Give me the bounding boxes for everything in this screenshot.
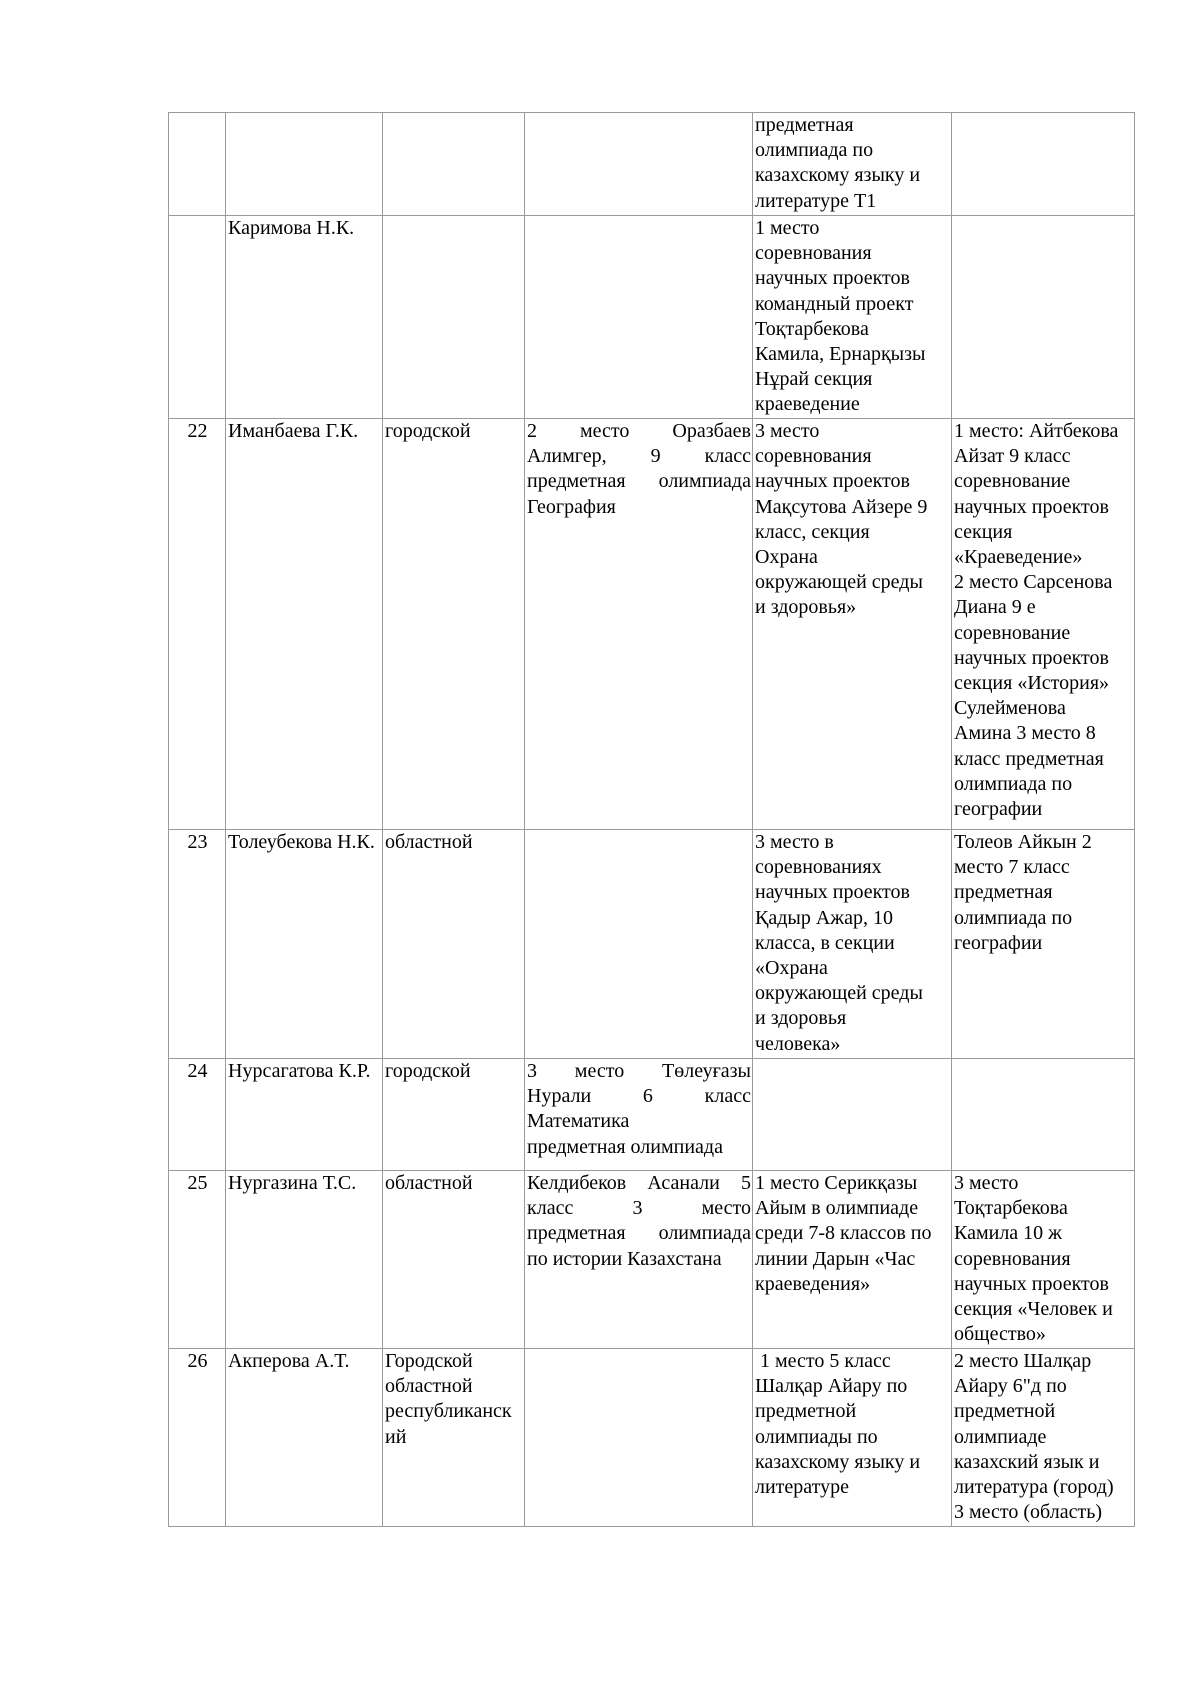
cell-text-line: географии — [954, 931, 1043, 954]
cell-text-line: соревнования — [755, 445, 872, 468]
row-number-cell: 22 — [169, 419, 226, 830]
row-number-cell — [169, 216, 226, 419]
table-row — [169, 1349, 1135, 1527]
cell-text-line: научных проектов — [755, 881, 910, 904]
results-table — [168, 112, 1135, 1527]
cell-text-line: олимпиады по — [755, 1425, 878, 1448]
cell-text-line: секция «История» — [954, 672, 1110, 695]
city-results-cell — [525, 830, 753, 1059]
cell-text-line: 3 место (область) — [954, 1501, 1102, 1524]
cell-text-line: соревнование — [954, 621, 1071, 644]
cell-text-line: общество» — [954, 1323, 1046, 1346]
cell-text-line: класс, секция — [755, 520, 870, 543]
cell-text-line: География — [527, 495, 616, 518]
level-cell: областной — [383, 830, 525, 1059]
cell-text-line: человека» — [755, 1032, 841, 1055]
city-results-cell — [525, 113, 753, 216]
cell-text-line: 1 место Серикқазы — [755, 1172, 918, 1194]
cell-text-line: научных проектов — [954, 495, 1109, 518]
cell-text-line: казахскому языку и — [755, 1450, 921, 1473]
cell-text-line: олимпиада по — [954, 772, 1073, 795]
cell-text-line: предметной — [954, 1400, 1056, 1423]
cell-text-line: Нұрай секция — [755, 368, 873, 391]
cell-text-line: Камила, Ернарқызы — [755, 343, 926, 366]
cell-text-line: Айым в олимпиаде — [755, 1197, 919, 1220]
cell-text-line: и здоровья» — [755, 596, 857, 619]
cell-text-line: 2 место Оразбаев — [527, 420, 751, 442]
cell-text-line: Диана 9 е — [954, 596, 1036, 619]
table-row — [169, 216, 1135, 419]
teacher-name-cell: Толеубекова Н.К. — [226, 830, 383, 1059]
regional-results-cell — [753, 1059, 952, 1171]
cell-text-line: секция — [954, 520, 1013, 543]
city-results-cell — [525, 1171, 753, 1349]
cell-text-line: казахскому языку и — [755, 164, 921, 187]
cell-text-line: географии — [954, 798, 1043, 821]
other-results-cell — [952, 1059, 1135, 1171]
table-row — [169, 419, 1135, 830]
other-results-cell — [952, 1349, 1135, 1527]
cell-text-line: научных проектов — [954, 1272, 1109, 1295]
cell-text-line: Математика — [527, 1110, 630, 1133]
cell-text-line: 3 место — [954, 1172, 1019, 1194]
row-number-cell: 23 — [169, 830, 226, 1059]
cell-text-line: Амина 3 место 8 — [954, 722, 1096, 745]
regional-results-cell — [753, 830, 952, 1059]
row-number-cell: 26 — [169, 1349, 226, 1527]
cell-text-line: 3 место Төлеуғазы — [527, 1060, 751, 1082]
cell-text-line: по истории Казахстана — [527, 1247, 722, 1270]
cell-text-line: Камила 10 ж — [954, 1222, 1062, 1245]
level-cell: городской — [383, 419, 525, 830]
cell-text-line: Нурали 6 класс — [527, 1085, 751, 1108]
level-cell — [383, 216, 525, 419]
regional-results-cell — [753, 113, 952, 216]
teacher-name-cell — [226, 113, 383, 216]
level-cell: городской — [383, 1059, 525, 1171]
cell-text-line: 1 место: Айтбекова — [954, 420, 1119, 442]
other-results-cell — [952, 113, 1135, 216]
cell-text-line: предметная олимпиада — [527, 470, 751, 493]
teacher-name-cell: Иманбаева Г.К. — [226, 419, 383, 830]
cell-text-line: олимпиада по — [954, 906, 1073, 929]
cell-text-line: литературе Т1 — [755, 189, 877, 212]
city-results-cell — [525, 419, 753, 830]
cell-text-line: и здоровья — [755, 1007, 847, 1030]
cell-text-line: «Охрана — [755, 957, 828, 980]
cell-text-line: окружающей среды — [755, 571, 923, 594]
row-number-cell: 24 — [169, 1059, 226, 1171]
cell-text-line: класс 3 место — [527, 1197, 751, 1220]
cell-text-line: секция «Человек и — [954, 1298, 1113, 1321]
cell-text-line: 3 место — [755, 420, 820, 442]
cell-text-line: предметная — [954, 881, 1053, 904]
cell-text-line: класса, в секции — [755, 931, 895, 954]
cell-text-line: 2 место Сарсенова — [954, 571, 1113, 594]
cell-text-line: олимпиаде — [954, 1425, 1047, 1448]
cell-text-line: Айару 6"д по — [954, 1375, 1067, 1398]
table-row — [169, 113, 1135, 216]
teacher-name-cell: Нургазина Т.С. — [226, 1171, 383, 1349]
cell-text-line: соревнования — [954, 1247, 1071, 1270]
city-results-cell — [525, 1059, 753, 1171]
cell-text-line: Қадыр Ажар, 10 — [755, 906, 893, 929]
level-cell: областной — [383, 1171, 525, 1349]
other-results-cell — [952, 419, 1135, 830]
cell-text-line: окружающей среды — [755, 982, 923, 1005]
cell-text-line: место 7 класс — [954, 856, 1070, 879]
cell-text-line: олимпиада по — [755, 139, 874, 162]
cell-text-line: 1 место 5 класс — [755, 1350, 891, 1372]
cell-text-line: 2 место Шалқар — [954, 1350, 1092, 1372]
cell-text-line: «Краеведение» — [954, 546, 1083, 569]
teacher-name-cell: Нурсагатова К.Р. — [226, 1059, 383, 1171]
table-row — [169, 1171, 1135, 1349]
cell-text-line: командный проект — [755, 292, 914, 315]
other-results-cell — [952, 830, 1135, 1059]
other-results-cell — [952, 1171, 1135, 1349]
cell-text-line: Сулейменова — [954, 697, 1066, 720]
regional-results-cell — [753, 419, 952, 830]
cell-text-line: Мақсутова Айзере 9 — [755, 495, 928, 518]
cell-text-line: краеведение — [755, 393, 860, 416]
cell-text-line: 1 место — [755, 217, 820, 239]
row-number-cell — [169, 113, 226, 216]
cell-text-line: Тоқтарбекова — [954, 1197, 1068, 1220]
cell-text-line: краеведения» — [755, 1272, 871, 1295]
city-results-cell — [525, 1349, 753, 1527]
cell-text-line: предметная — [755, 114, 854, 136]
cell-text-line: литературе — [755, 1476, 850, 1499]
cell-text-line: Охрана — [755, 546, 818, 569]
cell-text-line: соревнованиях — [755, 856, 882, 879]
cell-text-line: класс предметная — [954, 747, 1104, 770]
cell-text-line: литература (город) — [954, 1476, 1114, 1499]
cell-text-line: предметная олимпиада — [527, 1135, 723, 1158]
level-cell — [383, 113, 525, 216]
cell-text-line: среди 7-8 классов по — [755, 1222, 932, 1245]
table-row — [169, 830, 1135, 1059]
cell-text-line: Шалқар Айару по — [755, 1375, 908, 1398]
city-results-cell — [525, 216, 753, 419]
row-number-cell: 25 — [169, 1171, 226, 1349]
cell-text-line: Айзат 9 класс — [954, 445, 1071, 468]
regional-results-cell — [753, 1349, 952, 1527]
regional-results-cell — [753, 1171, 952, 1349]
level-cell: Городской областной республиканск ий — [383, 1349, 525, 1527]
cell-text-line: Тоқтарбекова — [755, 317, 869, 340]
cell-text-line: научных проектов — [755, 267, 910, 290]
cell-text-line: Алимгер, 9 класс — [527, 445, 751, 468]
table-row — [169, 1059, 1135, 1171]
cell-text-line: научных проектов — [954, 646, 1109, 669]
other-results-cell — [952, 216, 1135, 419]
cell-text-line: 3 место в — [755, 831, 834, 853]
cell-text-line: соревнования — [755, 242, 872, 265]
cell-text-line: линии Дарын «Час — [755, 1247, 916, 1270]
teacher-name-cell: Каримова Н.К. — [226, 216, 383, 419]
cell-text-line: научных проектов — [755, 470, 910, 493]
cell-text-line: Келдибеков Асанали 5 — [527, 1172, 751, 1194]
cell-text-line: предметной — [755, 1400, 857, 1423]
regional-results-cell — [753, 216, 952, 419]
cell-text-line: предметная олимпиада — [527, 1222, 751, 1245]
cell-text-line: соревнование — [954, 470, 1071, 493]
cell-text-line: казахский язык и — [954, 1450, 1100, 1473]
teacher-name-cell: Акперова А.Т. — [226, 1349, 383, 1527]
cell-text-line: Толеов Айкын 2 — [954, 831, 1092, 853]
